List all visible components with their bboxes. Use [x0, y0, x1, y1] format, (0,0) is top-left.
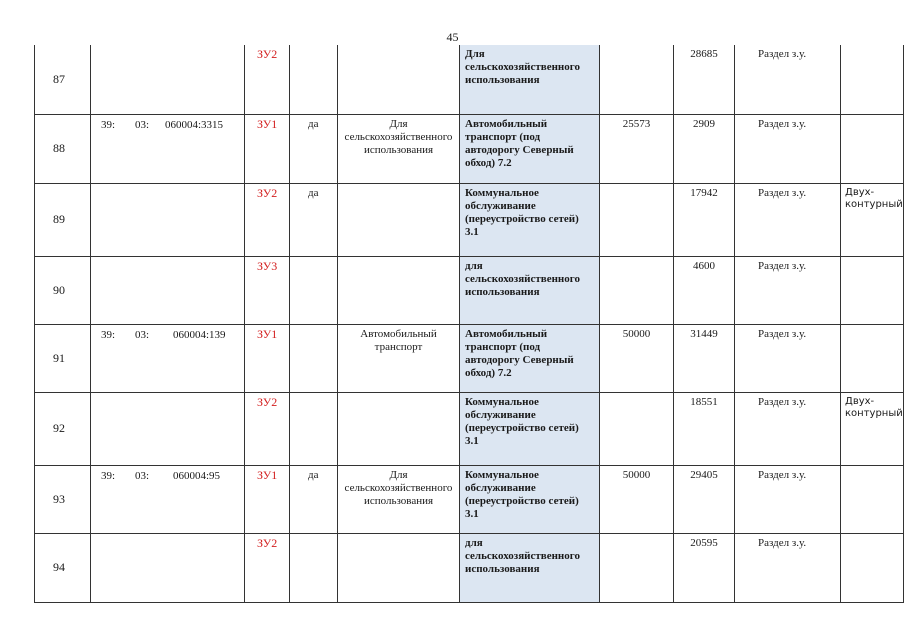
table-row — [35, 114, 904, 183]
row-number: 89 — [35, 183, 91, 256]
row-number: 90 — [35, 256, 91, 324]
row-number: 94 — [35, 533, 91, 602]
section-note: Раздел з.у. — [735, 324, 841, 392]
cad-part-c: 060004:139 — [173, 328, 226, 341]
parcel-area: 50000 — [600, 465, 674, 533]
yes-cell — [290, 45, 338, 114]
part-area: 29405 — [674, 465, 735, 533]
cadastral-cell — [91, 183, 245, 256]
contour-note — [841, 465, 904, 533]
use-cell — [338, 533, 460, 602]
cad-part-b: 03: — [135, 118, 150, 131]
permitted-use: для сельскохозяйственного использования — [460, 533, 600, 602]
cadastral-number — [91, 114, 245, 183]
yes-cell: да — [290, 114, 338, 183]
page-number: 45 — [446, 30, 459, 44]
parcel-use: Для сельскохозяйственного использования — [338, 465, 460, 533]
cadastral-number — [91, 324, 245, 392]
cadastral-number — [91, 465, 245, 533]
area-cell — [600, 392, 674, 465]
zu-code: ЗУ2 — [245, 392, 290, 465]
row-number: 87 — [35, 45, 91, 114]
section-note: Раздел з.у. — [735, 256, 841, 324]
part-area: 28685 — [674, 45, 735, 114]
area-cell — [600, 256, 674, 324]
cad-part-a: 39: — [101, 328, 116, 341]
section-note: Раздел з.у. — [735, 533, 841, 602]
contour-note — [841, 45, 904, 114]
table-row — [35, 256, 904, 324]
permitted-use: Коммунальное обслуживание (переустройство сетей) 3.1 — [460, 183, 600, 256]
yes-cell — [290, 324, 338, 392]
cad-part-a: 39: — [101, 118, 116, 131]
section-note: Раздел з.у. — [735, 45, 841, 114]
row-number: 88 — [35, 114, 91, 183]
permitted-use: Автомобильный транспорт (под автодорогу Северный обход) 7.2 — [460, 324, 600, 392]
land-parcel-table — [34, 45, 904, 603]
section-note: Раздел з.у. — [735, 392, 841, 465]
parcel-use: Для сельскохозяйственного использования — [338, 114, 460, 183]
area-cell — [600, 183, 674, 256]
section-note: Раздел з.у. — [735, 114, 841, 183]
yes-cell — [290, 392, 338, 465]
row-number: 91 — [35, 324, 91, 392]
yes-cell — [290, 256, 338, 324]
row-number: 93 — [35, 465, 91, 533]
area-cell — [600, 45, 674, 114]
permitted-use: Автомобильный транспорт (под автодорогу Северный обход) 7.2 — [460, 114, 600, 183]
permitted-use: Для сельскохозяйственного использования — [460, 45, 600, 114]
cadastral-cell — [91, 45, 245, 114]
permitted-use: для сельскохозяйственного использования — [460, 256, 600, 324]
use-cell — [338, 256, 460, 324]
cadastral-cell — [91, 256, 245, 324]
table-row — [35, 45, 904, 114]
part-area: 17942 — [674, 183, 735, 256]
table-row — [35, 392, 904, 465]
zu-code: ЗУ3 — [245, 256, 290, 324]
parcel-use: Автомобильный транспорт — [338, 324, 460, 392]
table-row — [35, 533, 904, 602]
contour-note: Двух-контурный — [841, 392, 904, 465]
zu-code: ЗУ2 — [245, 45, 290, 114]
part-area: 2909 — [674, 114, 735, 183]
contour-note — [841, 256, 904, 324]
part-area: 20595 — [674, 533, 735, 602]
permitted-use: Коммунальное обслуживание (переустройство сетей) 3.1 — [460, 465, 600, 533]
cad-part-a: 39: — [101, 469, 116, 482]
yes-cell: да — [290, 465, 338, 533]
section-note: Раздел з.у. — [735, 183, 841, 256]
zu-code: ЗУ1 — [245, 114, 290, 183]
contour-note: Двух-контурный — [841, 183, 904, 256]
cad-part-c: 060004:95 — [173, 469, 221, 482]
yes-cell: да — [290, 183, 338, 256]
cad-part-b: 03: — [135, 328, 150, 341]
zu-code: ЗУ2 — [245, 533, 290, 602]
cadastral-cell — [91, 533, 245, 602]
table-row — [35, 465, 904, 533]
use-cell — [338, 183, 460, 256]
yes-cell — [290, 533, 338, 602]
cad-part-b: 03: — [135, 469, 150, 482]
contour-note — [841, 324, 904, 392]
parcel-area: 50000 — [600, 324, 674, 392]
use-cell — [338, 392, 460, 465]
part-area: 31449 — [674, 324, 735, 392]
parcel-area: 25573 — [600, 114, 674, 183]
contour-note — [841, 533, 904, 602]
use-cell — [338, 45, 460, 114]
zu-code: ЗУ2 — [245, 183, 290, 256]
table-row — [35, 183, 904, 256]
area-cell — [600, 533, 674, 602]
section-note: Раздел з.у. — [735, 465, 841, 533]
zu-code: ЗУ1 — [245, 465, 290, 533]
part-area: 18551 — [674, 392, 735, 465]
zu-code: ЗУ1 — [245, 324, 290, 392]
row-number: 92 — [35, 392, 91, 465]
contour-note — [841, 114, 904, 183]
part-area: 4600 — [674, 256, 735, 324]
table-row — [35, 324, 904, 392]
cad-part-c: 060004:3315 — [165, 118, 224, 131]
permitted-use: Коммунальное обслуживание (переустройство сетей) 3.1 — [460, 392, 600, 465]
cadastral-cell — [91, 392, 245, 465]
